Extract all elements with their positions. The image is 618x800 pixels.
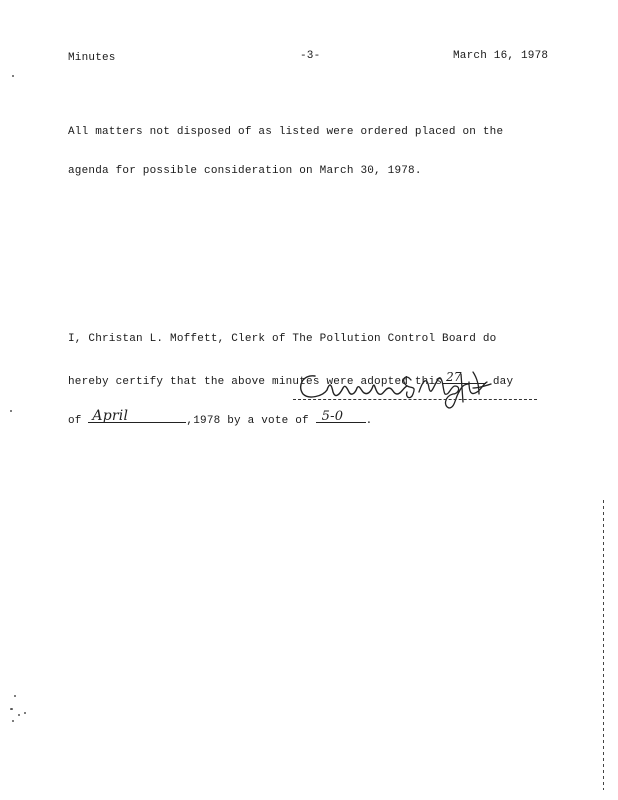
- body-paragraph-line-1: All matters not disposed of as listed were ordered placed on the: [68, 126, 504, 138]
- handwritten-day: 27: [446, 370, 462, 384]
- month-blank: [88, 408, 186, 424]
- handwritten-vote: 5-0: [321, 409, 344, 424]
- scan-speck: [10, 708, 13, 710]
- signature-area: [293, 362, 543, 412]
- scan-edge-line: [603, 500, 604, 790]
- certification-line-3-middle: ,1978 by a vote of: [186, 415, 309, 427]
- handwritten-signature: [293, 362, 543, 412]
- signature-line: [293, 399, 537, 400]
- vote-blank: [316, 411, 366, 423]
- page-number: -3-: [300, 50, 321, 62]
- certification-line-3: [68, 408, 513, 427]
- scan-speck: [24, 712, 26, 714]
- scan-speck: [12, 720, 14, 722]
- handwritten-month: April: [92, 408, 129, 424]
- certification-line-3-end: .: [365, 415, 373, 427]
- body-paragraph: [68, 100, 503, 204]
- scan-speck: [14, 695, 16, 697]
- certification-line-2-text: hereby certify that the above minutes were adopted this: [68, 376, 443, 388]
- body-paragraph-line-2: agenda for possible consideration on March 30, 1978.: [68, 165, 422, 177]
- scan-speck: [10, 410, 12, 412]
- scan-speck: [12, 75, 14, 77]
- scan-speck: [18, 714, 20, 716]
- certification-line-1: I, Christan L. Moffett, Clerk of The Pollution Control Board do: [68, 333, 497, 345]
- certification-line-3-start: of: [68, 415, 82, 427]
- certification-line-2-end: day: [492, 376, 514, 388]
- header-section-label: Minutes: [68, 52, 116, 64]
- header-date: March 16, 1978: [453, 50, 549, 62]
